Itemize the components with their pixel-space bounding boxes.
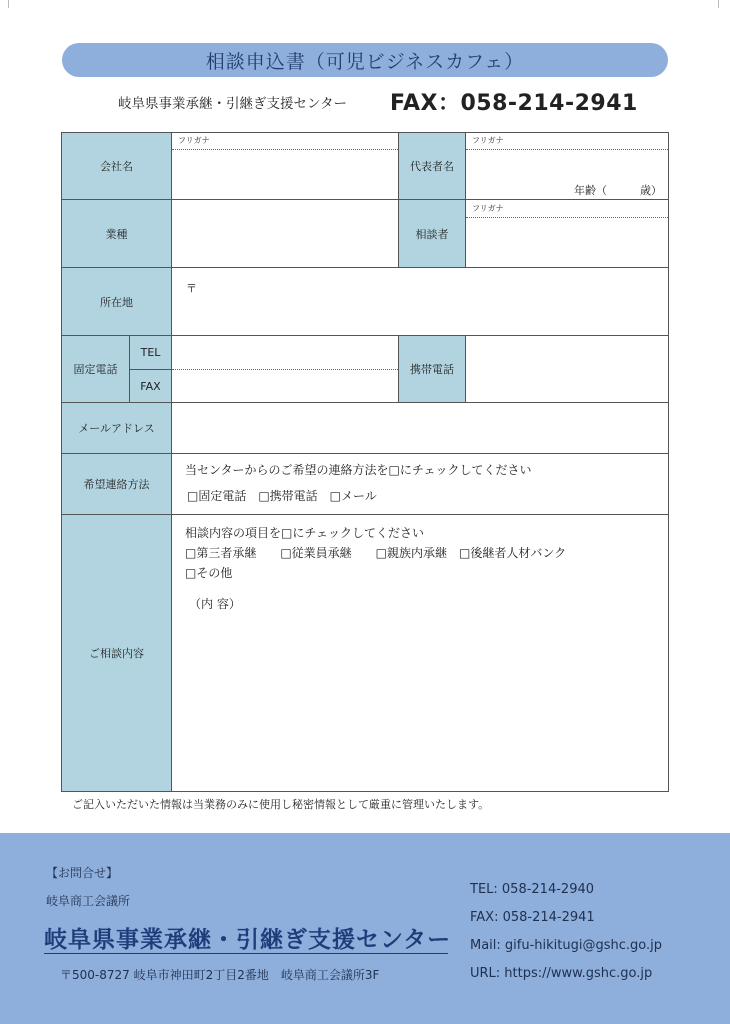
- consult-checkboxes-row2[interactable]: □その他: [185, 566, 233, 580]
- consult-checkboxes-row1[interactable]: □第三者承継 □従業員承継 □親族内承継 □後継者人材バンク: [185, 546, 567, 560]
- label-consultant: 相談者: [398, 199, 466, 268]
- fax-number-header: FAX：058-214-2941: [390, 91, 638, 116]
- footer-url[interactable]: URL: https://www.gshc.go.jp: [470, 966, 653, 981]
- label-company-name: 会社名: [61, 132, 172, 200]
- consultant-field[interactable]: [465, 199, 669, 268]
- footer-mail[interactable]: Mail: gifu-hikitugi@gshc.go.jp: [470, 938, 662, 953]
- contact-instruction: 当センターからのご希望の連絡方法を□にチェックしてください: [185, 463, 532, 477]
- footer-tel: TEL: 058-214-2940: [470, 882, 595, 897]
- org-name: 岐阜商工会議所: [46, 894, 131, 908]
- crop-mark-right: [718, 0, 727, 8]
- furigana-label: フリガナ: [178, 136, 210, 145]
- age-label: 年齢（ 歳）: [574, 184, 662, 197]
- label-mobile: 携帯電話: [398, 335, 466, 403]
- dotted-divider: [466, 149, 668, 150]
- representative-field[interactable]: [465, 132, 669, 200]
- label-contact-method: 希望連絡方法: [61, 453, 172, 515]
- fax-input[interactable]: [172, 370, 398, 402]
- consult-content-field[interactable]: [171, 514, 669, 792]
- label-landline: 固定電話: [61, 335, 130, 403]
- address-field[interactable]: [171, 267, 669, 336]
- consult-instruction: 相談内容の項目を□にチェックしてください: [185, 526, 424, 540]
- postal-mark: 〒: [186, 282, 197, 295]
- content-label: （内 容）: [189, 597, 241, 611]
- footer-underline: [44, 953, 448, 954]
- mobile-field[interactable]: [465, 335, 669, 403]
- label-industry: 業種: [61, 199, 172, 268]
- label-representative: 代表者名: [398, 132, 466, 200]
- label-address: 所在地: [61, 267, 172, 336]
- label-tel: TEL: [129, 335, 172, 370]
- email-field[interactable]: [171, 402, 669, 454]
- tel-input[interactable]: [172, 336, 398, 368]
- furigana-label: フリガナ: [472, 136, 504, 145]
- privacy-note: ご記入いただいた情報は当業務のみに使用し秘密情報として厳重に管理いたします。: [72, 798, 490, 811]
- center-name: 岐阜県事業承継・引継ぎ支援センター: [118, 96, 347, 112]
- contact-method-field: [171, 453, 669, 515]
- footer-address: 〒500-8727 岐阜市神田町2丁目2番地 岐阜商工会議所3F: [60, 968, 380, 982]
- dotted-divider: [466, 217, 668, 218]
- inquiry-label: 【お問合せ】: [46, 866, 119, 880]
- dotted-divider: [172, 149, 398, 150]
- industry-field[interactable]: [171, 199, 399, 268]
- crop-mark-left: [0, 0, 9, 8]
- furigana-label: フリガナ: [472, 204, 504, 213]
- footer-fax: FAX: 058-214-2941: [470, 910, 595, 925]
- form-title: 相談申込書（可児ビジネスカフェ）: [62, 43, 668, 77]
- label-fax: FAX: [129, 369, 172, 403]
- center-name-large: 岐阜県事業承継・引継ぎ支援センター: [44, 927, 452, 953]
- company-name-field[interactable]: [171, 132, 399, 200]
- label-email: メールアドレス: [61, 402, 172, 454]
- contact-checkboxes[interactable]: □固定電話 □携帯電話 □メール: [187, 489, 377, 503]
- label-consult-content: ご相談内容: [61, 514, 172, 792]
